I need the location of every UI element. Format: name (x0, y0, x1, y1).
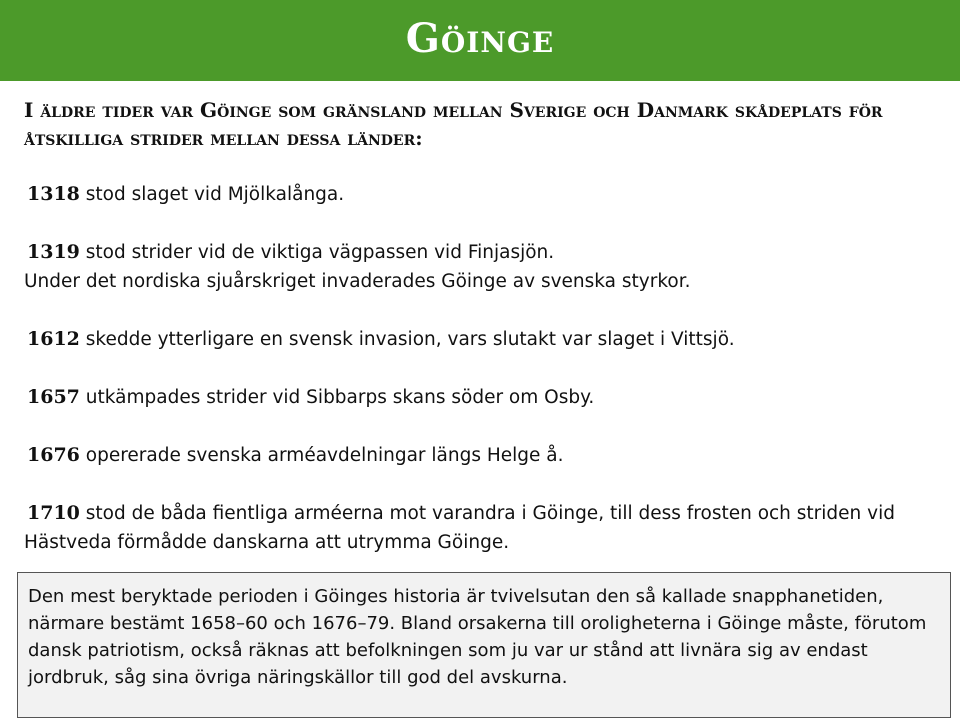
history-entry-1676 (24, 441, 944, 470)
entry-year: 1657 (27, 386, 80, 408)
entry-year: 1676 (27, 444, 80, 466)
entry-text: utkämpades strider vid Sibbarps skans söder om Osby. (79, 387, 595, 408)
history-list (24, 180, 944, 586)
history-entry-1612 (24, 325, 944, 354)
history-entry-1318 (24, 180, 944, 209)
history-entry-1319 (24, 238, 944, 296)
intro-text: I äldre tider var Göinge som gränsland mellan Sverige och Danmark skådeplats för åtskilliga strider mellan dessa länder: (24, 98, 883, 150)
entry-extra-text: Under det nordiska sjuårskriget invaderades Göinge av svenska styrkor. (24, 271, 691, 292)
entry-text: opererade svenska arméavdelningar längs Helge å. (79, 445, 564, 466)
entry-text: skedde ytterligare en svensk invasion, vars slutakt var slaget i Vittsjö. (79, 329, 735, 350)
title-banner (0, 0, 960, 81)
page-title: Göinge (405, 15, 555, 62)
entry-text: stod slaget vid Mjölkalånga. (79, 184, 345, 205)
entry-year: 1710 (27, 502, 80, 524)
entry-year: 1319 (27, 241, 80, 263)
entry-text: stod strider vid de viktiga vägpassen vid Finjasjön. (79, 242, 555, 263)
entry-text: stod de båda fientliga arméerna mot varandra i Göinge, till dess frosten och striden vid Hästveda förmådde danskarna att utrymma Göinge. (24, 503, 895, 553)
entry-year: 1318 (27, 183, 80, 205)
history-entry-1710 (24, 499, 944, 557)
note-box: Den mest beryktade perioden i Göinges historia är tvivelsutan den så kallade snapphanetiden, närmare bestämt 1658–60 och 1676–79. Bland orsakerna till oroligheterna i Göinge måste, förutom dansk patriotism, också räknas att befolkningen som ju var ur stånd att livnära sig av endast jordbruk, såg sina övriga näringskällor till god del avskurna. (17, 572, 951, 718)
entry-year: 1612 (27, 328, 80, 350)
history-entry-1657 (24, 383, 944, 412)
